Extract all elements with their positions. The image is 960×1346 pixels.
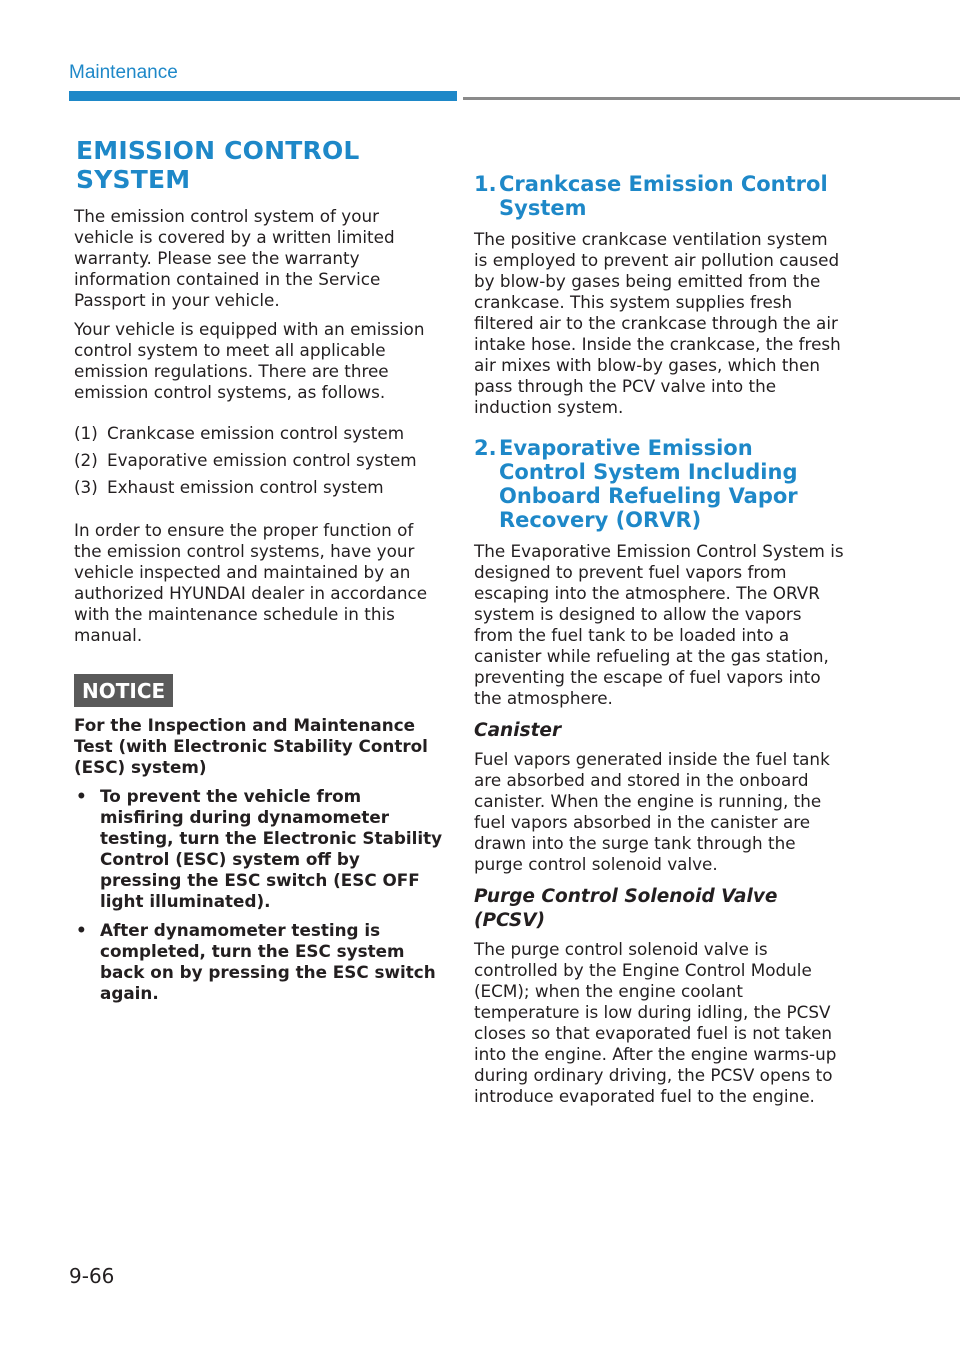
closing-paragraph: In order to ensure the proper function of the emission control systems, have your vehicle inspected and maintained by an authorized HYUNDAI dealer in accordance with the maintenance schedule in this manual.	[74, 520, 428, 645]
subsection-body: The Evaporative Emission Control System is designed to prevent fuel vapors from escaping into the atmosphere. The ORVR system is designed to allow the vapors from the fuel tank to be loaded into a canister while refueling at the gas station, preventing the escape of fuel vapors into the atmosphere.	[474, 541, 844, 708]
right-column	[474, 172, 844, 1115]
section-title: EMISSION CONTROL SYSTEM	[76, 136, 360, 194]
pcsv-body: The purge control solenoid valve is controlled by the Engine Control Module (ECM); when the engine coolant temperature is low during idling, the PCSV closes so that evaporated fuel is not taken into the engine. After the engine warms-up during ordinary driving, the PCSV opens to introduce evaporated fuel to the engine.	[474, 939, 837, 1106]
list-item-text: Evaporative emission control system	[107, 450, 417, 470]
canister-body: Fuel vapors generated inside the fuel tank are absorbed and stored in the onboard canister. When the engine is running, the fuel vapors absorbed in the canister are drawn into the surge tank through the purge control solenoid valve.	[474, 749, 830, 874]
running-header: Maintenance	[69, 62, 178, 83]
notice-lead: For the Inspection and Maintenance Test (with Electronic Stability Control (ESC) system)	[74, 715, 428, 777]
bullet-icon: •	[76, 920, 87, 940]
notice-bullet	[74, 920, 444, 1004]
subsection-heading	[474, 172, 844, 220]
systems-list	[74, 423, 444, 498]
intro-paragraph: The emission control system of your vehicle is covered by a written limited warranty. Please see the warranty information contained in the Service Passport in your vehicle.	[74, 206, 395, 310]
subsection-number: 2.	[474, 436, 497, 460]
notice-bullet-text: To prevent the vehicle from misfiring during dynamometer testing, turn the Electronic Stability Control (ESC) system off by pressing the ESC switch (ESC OFF light illuminated).	[100, 786, 443, 911]
subsection-title: Evaporative Emission Control System Including Onboard Refueling Vapor Recovery (ORVR)	[499, 436, 798, 532]
bullet-icon: •	[76, 786, 87, 806]
notice-bullet-text: After dynamometer testing is completed, turn the ESC system back on by pressing the ESC switch again.	[100, 920, 436, 1003]
header-rule-accent	[69, 91, 457, 101]
left-column	[74, 136, 444, 1012]
notice-badge: NOTICE	[74, 674, 173, 707]
list-item	[74, 423, 444, 444]
subsection-body: The positive crankcase ventilation system is employed to prevent air pollution caused by blow-by gases being emitted from the crankcase. This system supplies fresh filtered air to the crankcase through the air intake hose. Inside the crankcase, the fresh air mixes with blow-by gases, which then pass through the PCV valve into the induction system.	[474, 229, 841, 417]
subsection-number: 1.	[474, 172, 497, 196]
list-item-number: (3)	[74, 477, 98, 497]
notice-bullet	[74, 786, 444, 912]
subsection-heading	[474, 436, 844, 532]
list-item	[74, 450, 444, 471]
list-item-text: Exhaust emission control system	[107, 477, 384, 497]
intro-paragraph: Your vehicle is equipped with an emission control system to meet all applicable emission regulations. There are three emission control systems, as follows.	[74, 319, 425, 402]
list-item	[74, 477, 444, 498]
subsection-title: Crankcase Emission Control System	[499, 172, 828, 220]
canister-heading: Canister	[474, 720, 562, 741]
header-rule	[463, 97, 960, 100]
page-number: 9-66	[69, 1264, 115, 1288]
list-item-number: (2)	[74, 450, 98, 470]
list-item-text: Crankcase emission control system	[107, 423, 405, 443]
pcsv-heading: Purge Control Solenoid Valve (PCSV)	[474, 886, 778, 931]
list-item-number: (1)	[74, 423, 98, 443]
